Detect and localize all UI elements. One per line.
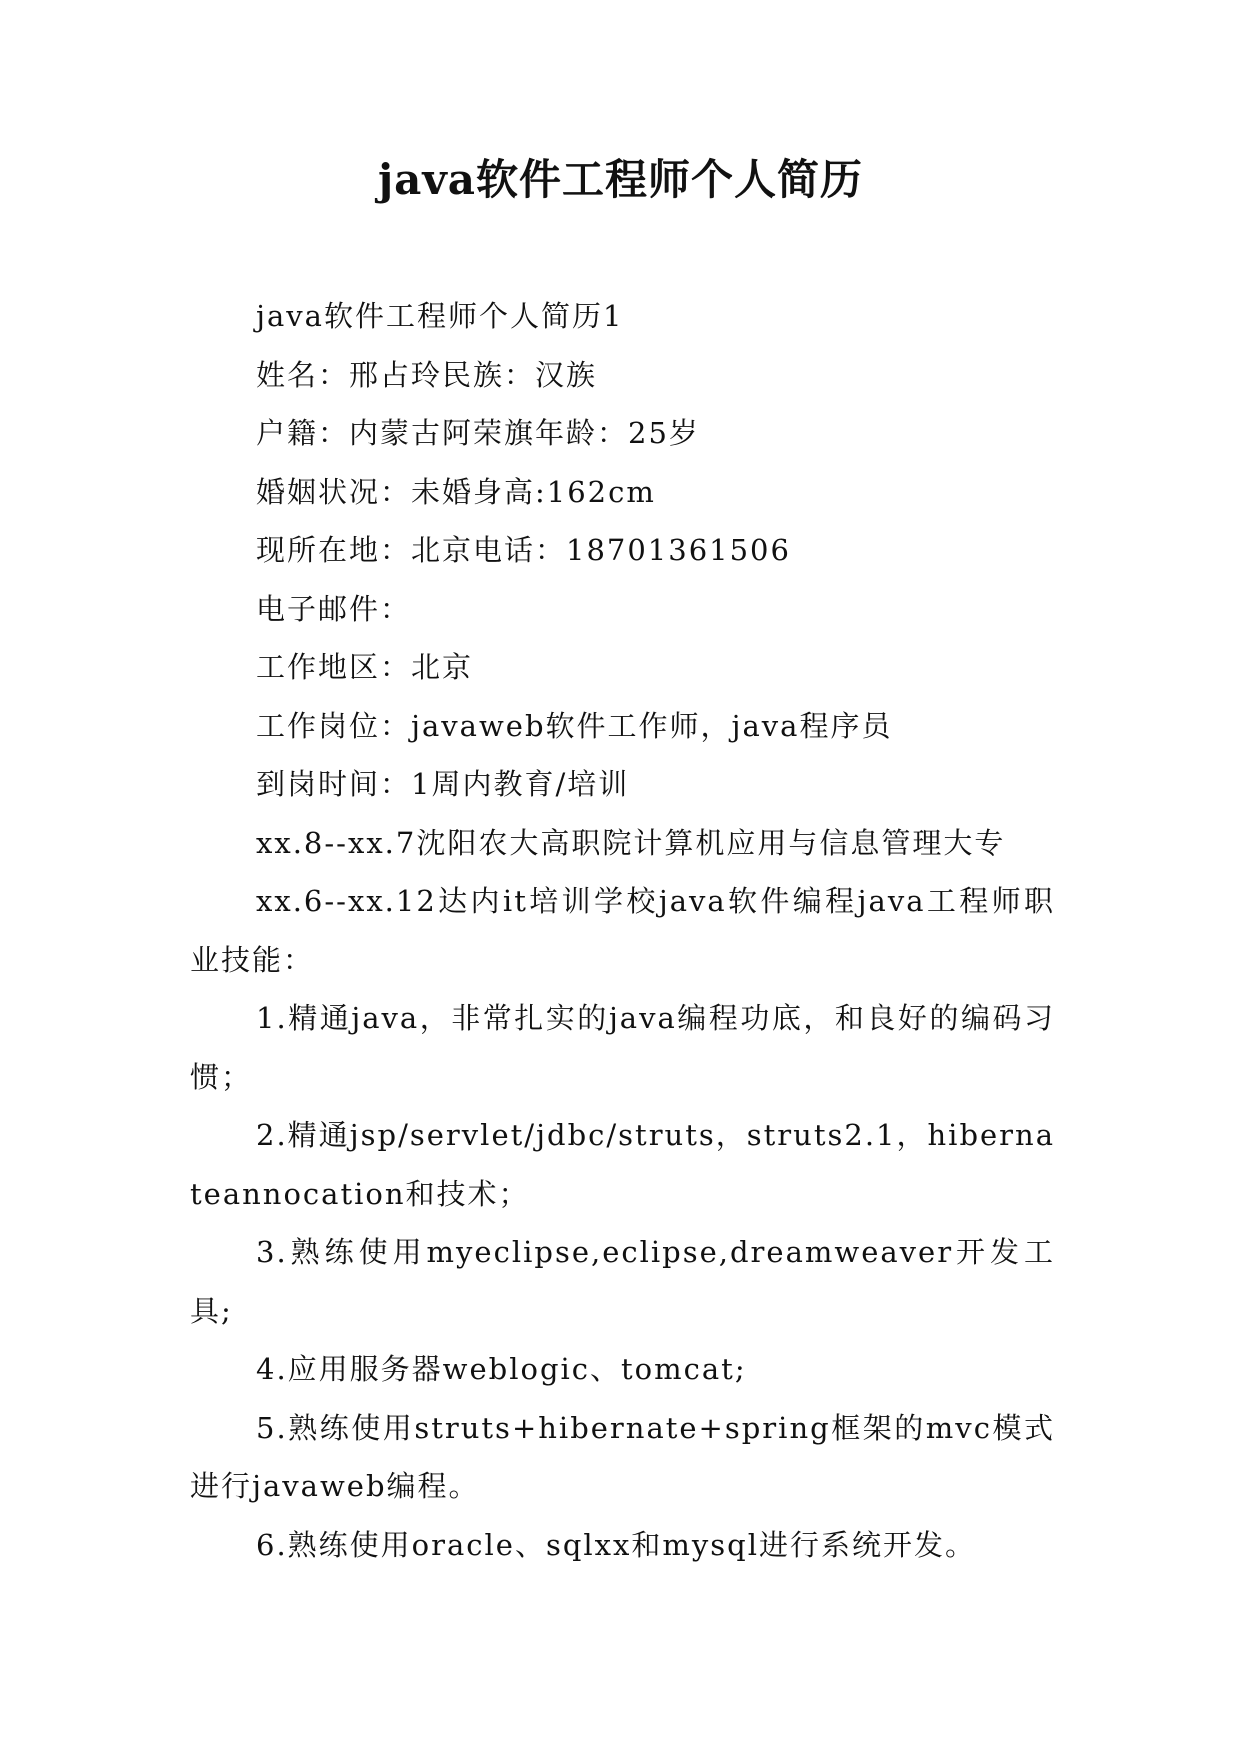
paragraph-education-training: xx.6--xx.12达内it培训学校java软件编程java工程师职业技能：	[190, 884, 1055, 977]
paragraph-skill-6: 6.熟练使用oracle、sqlxx和mysql进行系统开发。	[256, 1527, 976, 1562]
paragraph-marital-height: 婚姻状况：未婚身高:162cm	[256, 474, 656, 509]
paragraph-skill-3: 3.熟练使用myeclipse,eclipse,dreamweaver开发工具;	[190, 1235, 1055, 1328]
paragraph-email: 电子邮件：	[256, 591, 412, 626]
paragraph-heading: java软件工程师个人简历1	[256, 299, 624, 333]
paragraph-skill-2: 2.精通jsp/servlet/jdbc/struts，struts2.1，hibernateannocation和技术；	[190, 1118, 1056, 1211]
paragraph-skill-4: 4.应用服务器weblogic、tomcat;	[256, 1352, 747, 1386]
paragraph-skill-1: 1.精通java，非常扎实的java编程功底，和良好的编码习惯；	[190, 1001, 1055, 1094]
paragraph-name-ethnicity: 姓名：邢占玲民族：汉族	[256, 357, 598, 392]
document-title: java软件工程师个人简历	[377, 155, 864, 204]
paragraph-skill-5: 5.熟练使用struts+hibernate+spring框架的mvc模式进行javaweb编程。	[190, 1410, 1055, 1503]
paragraph-hometown-age: 户籍：内蒙古阿荣旗年龄：25岁	[256, 416, 700, 450]
paragraph-location-phone: 现所在地：北京电话：18701361506	[256, 533, 791, 567]
paragraph-education-college: xx.8--xx.7沈阳农大高职院计算机应用与信息管理大专	[256, 825, 1006, 860]
paragraph-work-region: 工作地区：北京	[256, 650, 474, 684]
paragraph-start-time-education: 到岗时间：1周内教育/培训	[256, 767, 630, 801]
paragraph-work-position: 工作岗位：javaweb软件工作师，java程序员	[256, 708, 893, 743]
document-body	[190, 287, 1055, 1574]
